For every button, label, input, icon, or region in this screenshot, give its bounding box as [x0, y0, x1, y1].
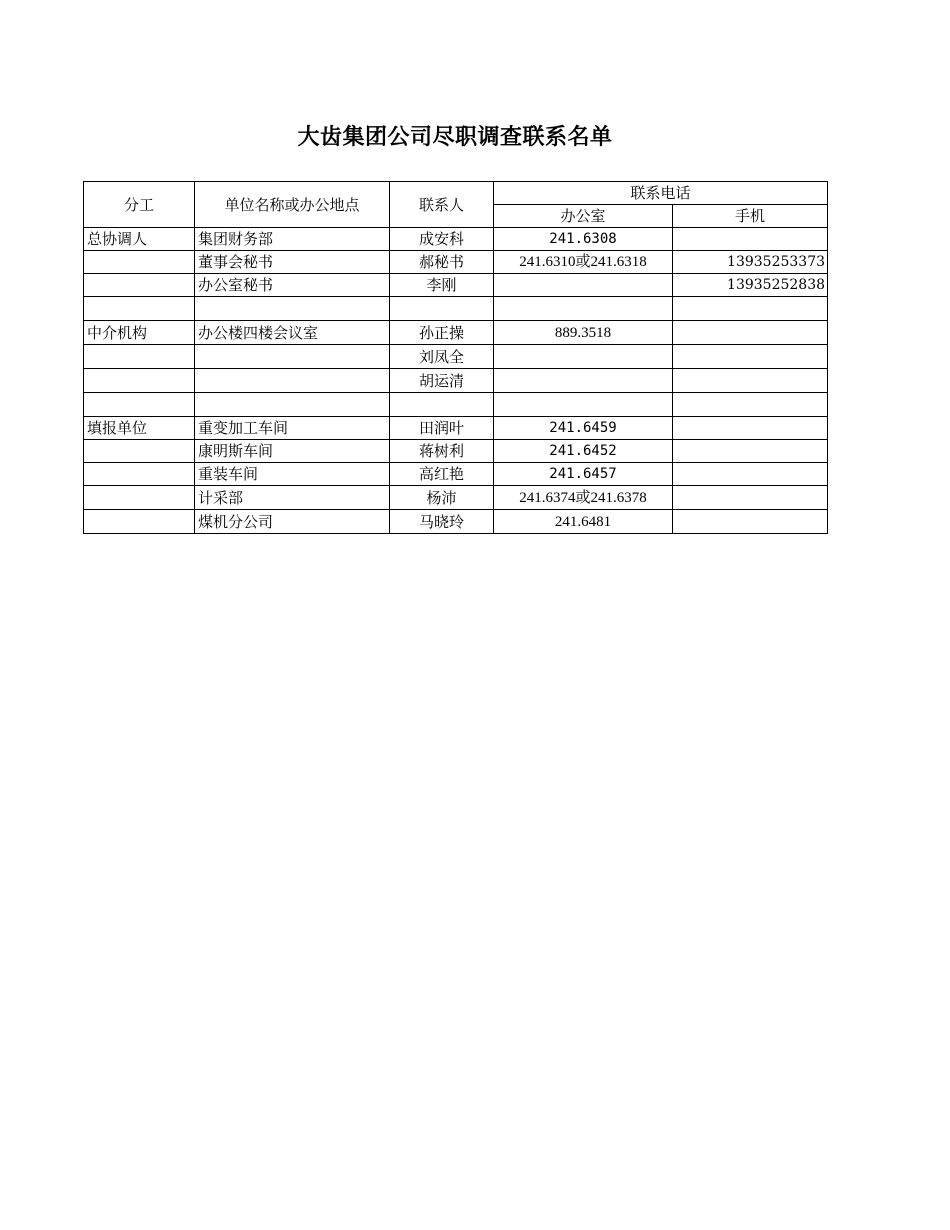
header-row: [84, 182, 828, 205]
cell-mobile: [673, 463, 828, 486]
cell-contact: 李刚: [390, 274, 494, 297]
cell-office: 241.6457: [494, 463, 673, 486]
header-unit: 单位名称或办公地点: [195, 182, 390, 228]
cell-mobile: 13935252838: [673, 274, 828, 297]
cell-mobile: 13935253373: [673, 251, 828, 274]
cell-contact: 田润叶: [390, 417, 494, 440]
table-row: [84, 369, 828, 393]
cell-mobile: [673, 297, 828, 321]
cell-unit: 计采部: [195, 486, 390, 510]
cell-division: [84, 297, 195, 321]
cell-contact: 刘凤全: [390, 345, 494, 369]
table-row: [84, 463, 828, 486]
cell-office: [494, 345, 673, 369]
cell-mobile: [673, 345, 828, 369]
cell-mobile: [673, 486, 828, 510]
cell-office: 241.6481: [494, 510, 673, 534]
cell-unit: 重装车间: [195, 463, 390, 486]
cell-unit: 煤机分公司: [195, 510, 390, 534]
cell-unit: [195, 393, 390, 417]
cell-mobile: [673, 228, 828, 251]
cell-unit: 办公楼四楼会议室: [195, 321, 390, 345]
cell-division: [84, 274, 195, 297]
cell-division: [84, 369, 195, 393]
table-row: [84, 251, 828, 274]
cell-mobile: [673, 393, 828, 417]
cell-unit: 办公室秘书: [195, 274, 390, 297]
header-contact: 联系人: [390, 182, 494, 228]
table-row: [84, 486, 828, 510]
cell-contact: 胡运清: [390, 369, 494, 393]
cell-office: [494, 369, 673, 393]
cell-contact: 成安科: [390, 228, 494, 251]
header-mobile: 手机: [673, 205, 828, 228]
cell-contact: [390, 297, 494, 321]
cell-unit: 集团财务部: [195, 228, 390, 251]
cell-contact: 孙正操: [390, 321, 494, 345]
table-row: [84, 393, 828, 417]
cell-office: [494, 297, 673, 321]
cell-contact: 蒋树利: [390, 440, 494, 463]
cell-mobile: [673, 510, 828, 534]
cell-contact: [390, 393, 494, 417]
cell-division: [84, 251, 195, 274]
cell-office: [494, 274, 673, 297]
header-office: 办公室: [494, 205, 673, 228]
cell-office: 241.6459: [494, 417, 673, 440]
cell-unit: 康明斯车间: [195, 440, 390, 463]
cell-division: [84, 463, 195, 486]
contact-table: [83, 181, 828, 534]
page-title: 大齿集团公司尽职调查联系名单: [297, 125, 613, 150]
cell-division: [84, 510, 195, 534]
cell-mobile: [673, 440, 828, 463]
cell-division: [84, 486, 195, 510]
cell-division: [84, 345, 195, 369]
cell-mobile: [673, 369, 828, 393]
cell-contact: 高红艳: [390, 463, 494, 486]
cell-division: 总协调人: [84, 228, 195, 251]
cell-division: 填报单位: [84, 417, 195, 440]
cell-unit: 董事会秘书: [195, 251, 390, 274]
table-row: [84, 297, 828, 321]
cell-office: [494, 393, 673, 417]
cell-office: 241.6308: [494, 228, 673, 251]
cell-office: 241.6310或241.6318: [494, 251, 673, 274]
cell-contact: 郝秘书: [390, 251, 494, 274]
table-row: [84, 440, 828, 463]
cell-division: [84, 440, 195, 463]
table-row: [84, 417, 828, 440]
cell-contact: 杨沛: [390, 486, 494, 510]
cell-unit: [195, 297, 390, 321]
cell-office: 241.6452: [494, 440, 673, 463]
cell-office: 889.3518: [494, 321, 673, 345]
cell-mobile: [673, 417, 828, 440]
cell-unit: 重变加工车间: [195, 417, 390, 440]
table-row: [84, 321, 828, 345]
cell-division: [84, 393, 195, 417]
table-row: [84, 274, 828, 297]
cell-unit: [195, 345, 390, 369]
cell-unit: [195, 369, 390, 393]
header-phone: 联系电话: [494, 182, 828, 205]
table-row: [84, 345, 828, 369]
header-division: 分工: [84, 182, 195, 228]
cell-division: 中介机构: [84, 321, 195, 345]
table-row: [84, 510, 828, 534]
cell-contact: 马晓玲: [390, 510, 494, 534]
cell-mobile: [673, 321, 828, 345]
cell-office: 241.6374或241.6378: [494, 486, 673, 510]
table-row: [84, 228, 828, 251]
